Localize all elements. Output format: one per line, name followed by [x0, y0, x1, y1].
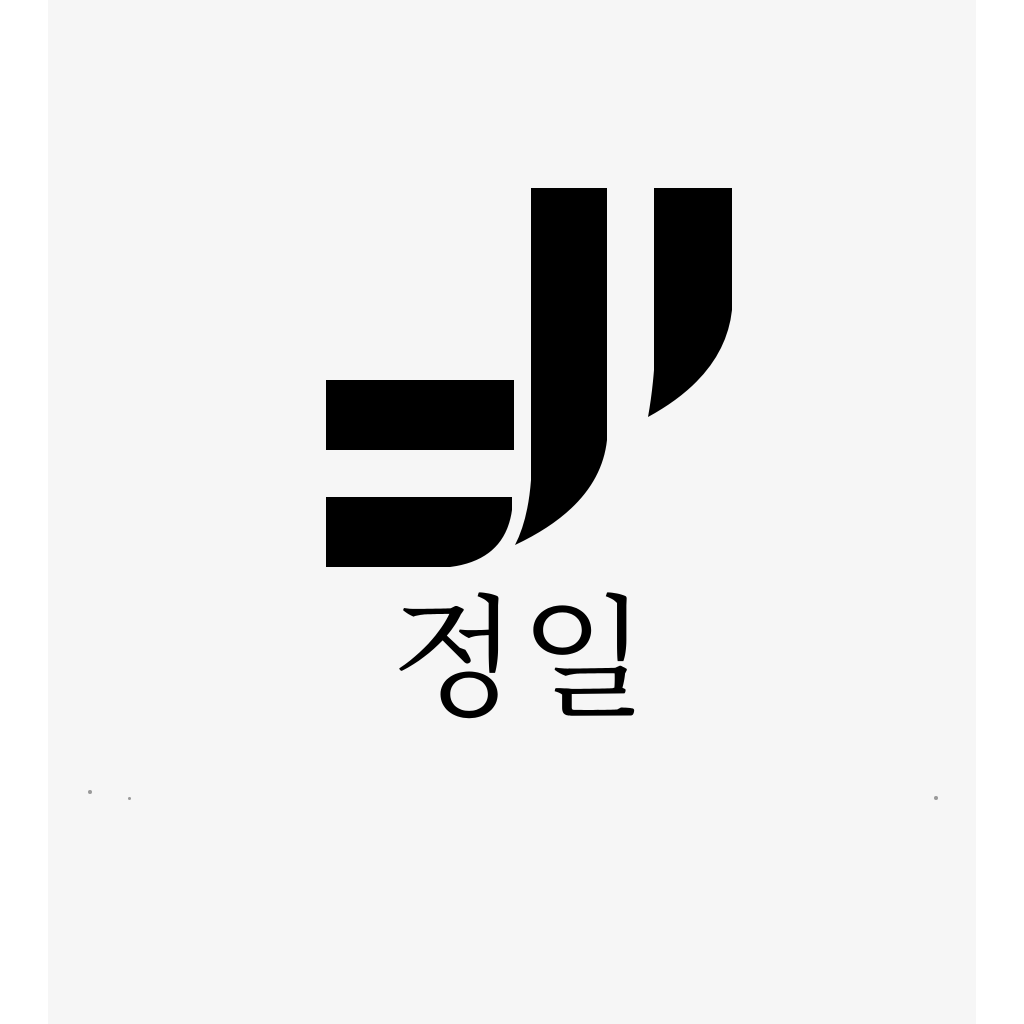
logo-tall-stroke — [515, 188, 607, 545]
paper-speck — [128, 797, 131, 800]
logo-lower-bar — [326, 497, 512, 567]
logo-wordmark: 정일 — [390, 583, 650, 737]
paper-speck — [88, 790, 92, 794]
logo-upper-bar — [326, 380, 514, 450]
paper-speck — [934, 796, 938, 800]
logo-short-stroke — [648, 188, 732, 417]
